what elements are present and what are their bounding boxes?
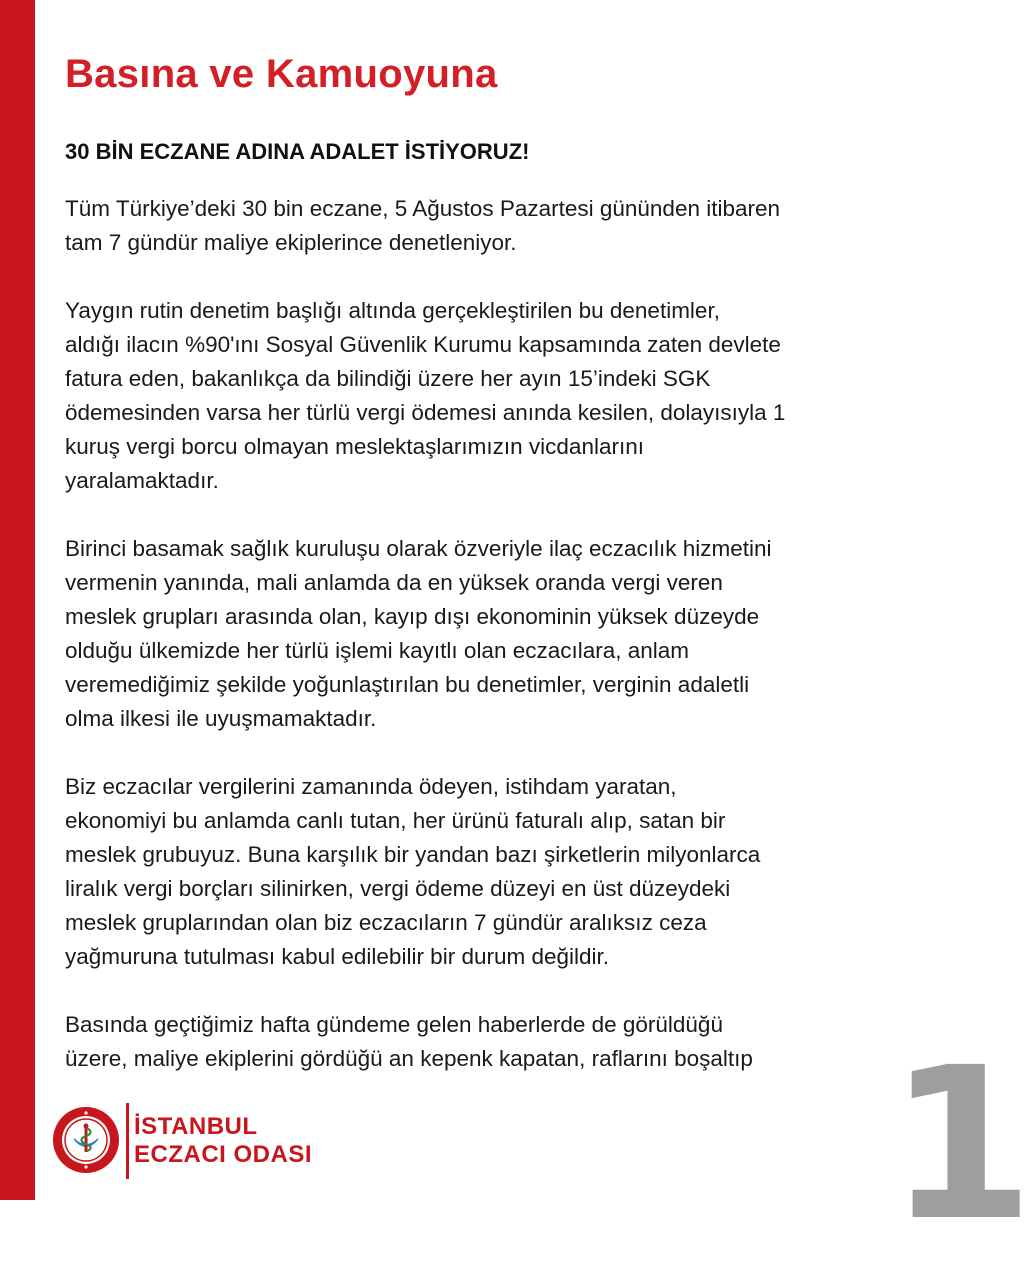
- press-release-content: [65, 50, 925, 1076]
- paragraph-5: Basında geçtiğimiz hafta gündeme gelen haberlerde de görüldüğü üzere, maliye ekiplerini gördüğü an kepenk kapatan, raflarını boşaltıp: [65, 1012, 753, 1071]
- paragraph-4: Biz eczacılar vergilerini zamanında ödeyen, istihdam yaratan, ekonomiyi bu anlamda canlı tutan, her ürünü faturalı alıp, satan bir meslek grubuyuz. Buna karşılık bir yandan bazı şirketlerin milyonlarca liralık vergi borçları silinirken, vergi ödeme düzeyi en üst düzeydeki meslek gruplarından olan biz eczacıların 7 gündür aralıksız ceza yağmuruna tutulması kabul edilebilir bir durum değildir.: [65, 774, 761, 969]
- logo-wordmark: [134, 1113, 312, 1169]
- left-accent-bar: [0, 0, 35, 1200]
- logo-line-1: İSTANBUL: [134, 1113, 258, 1140]
- page-number: 1: [888, 1022, 1034, 1267]
- logo-line-2: ECZACI ODASI: [134, 1141, 313, 1168]
- istanbul-eczaci-odasi-logo: [52, 1103, 352, 1181]
- headline: 30 BİN ECZANE ADINA ADALET İSTİYORUZ!: [65, 139, 530, 164]
- paragraph-2: Yaygın rutin denetim başlığı altında gerçekleştirilen bu denetimler, aldığı ilacın %90'ını Sosyal Güvenlik Kurumu kapsamında zaten devlete fatura eden, bakanlıkça da bilindiği üzere her ayın 15’indeki SGK ödemesinden varsa her türlü vergi ödemesi anında kesilen, dolayısıyla 1 kuruş vergi borcu olmayan meslektaşlarımızın vicdanlarını yaralamaktadır.: [65, 298, 786, 493]
- paragraph-1: Tüm Türkiye’deki 30 bin eczane, 5 Ağustos Pazartesi gününden itibaren tam 7 gündür maliye ekiplerince denetleniyor.: [65, 196, 781, 255]
- chamber-seal-icon: [52, 1106, 120, 1174]
- logo-divider: [126, 1103, 129, 1179]
- paragraph-3: Birinci basamak sağlık kuruluşu olarak özveriyle ilaç eczacılık hizmetini vermenin yanında, mali anlamda da en yüksek oranda vergi veren meslek grupları arasında olan, kayıp dışı ekonominin yüksek düzeyde olduğu ülkemizde her türlü işlemi kayıtlı olan eczacılara, anlam veremediğimiz şekilde yoğunlaştırılan bu denetimler, verginin adaletli olma ilkesi ile uyuşmamaktadır.: [65, 536, 772, 731]
- page-title: Basına ve Kamuoyuna: [65, 52, 498, 96]
